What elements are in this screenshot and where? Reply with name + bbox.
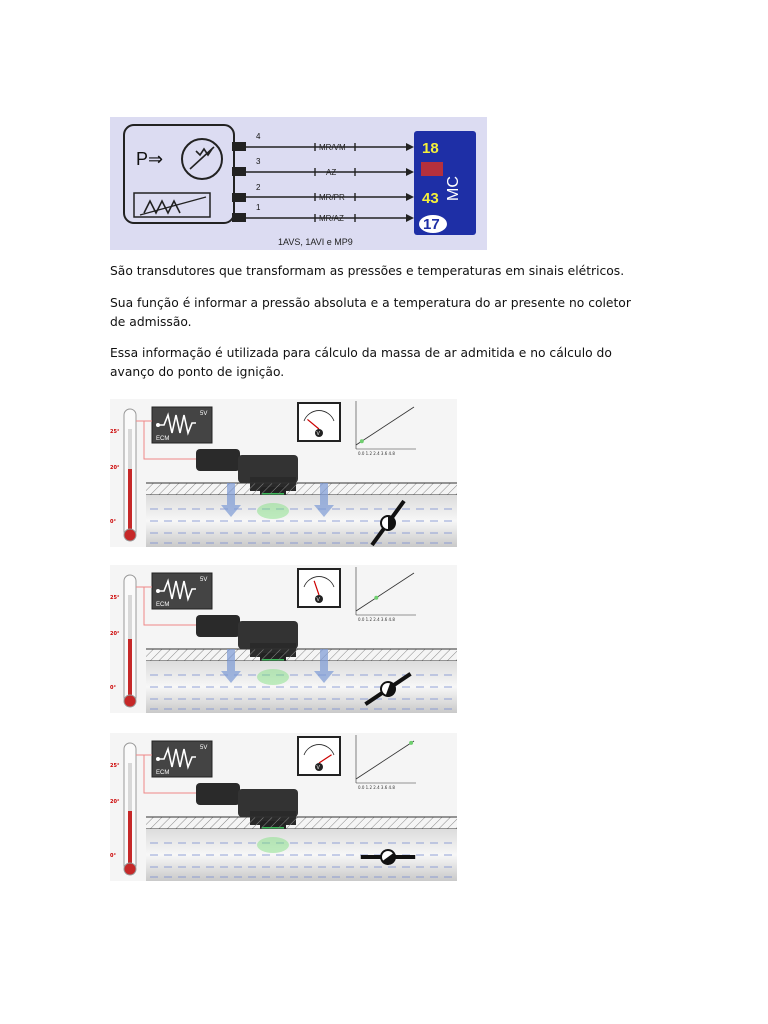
wire-label: MR/VM [319, 143, 346, 152]
temp-tick: 0° [110, 853, 116, 859]
paragraph-2: Sua função é informar a pressão absoluta e a temperatura do ar presente no coletor de admissão. [110, 296, 631, 329]
red-mark [421, 162, 443, 176]
pin-number: 4 [256, 132, 261, 141]
voltmeter-icon [298, 737, 340, 775]
graph-point [360, 439, 364, 443]
paragraph-3: Essa informação é utilizada para cálculo da massa de ar admitida e no cálculo do avanço do ponto de ignição. [110, 346, 612, 379]
module-label: MC [445, 176, 462, 201]
frame-1-svg [110, 399, 457, 547]
pin-number: 2 [256, 183, 261, 192]
connector-number: 43 [422, 190, 439, 207]
thermometer-icon [124, 409, 136, 541]
wiring-diagram-svg [110, 117, 487, 250]
wire-label: MR/AZ [319, 214, 344, 223]
temp-tick: 25° [110, 429, 120, 435]
graph-point [374, 596, 378, 600]
wire-label: MR/PR [319, 193, 345, 202]
svg-text:0.0 1.2 2.4 3.6 4.8: 0.0 1.2 2.4 3.6 4.8 [358, 785, 395, 790]
voltage-label: 5V [200, 411, 208, 417]
voltage-label: 5V [200, 745, 208, 751]
temp-tick: 0° [110, 519, 116, 525]
ecm-box [152, 407, 212, 443]
voltmeter-icon [298, 569, 340, 607]
pressure-symbol: P⇒ [136, 149, 164, 169]
svg-text:0.0 1.2 2.4 3.6 4.8: 0.0 1.2 2.4 3.6 4.8 [358, 451, 395, 456]
ecm-box [152, 741, 212, 777]
temp-tick: 0° [110, 685, 116, 691]
temp-tick: 20° [110, 465, 120, 471]
voltage-label: 5V [200, 577, 208, 583]
meter-symbol: V [316, 597, 320, 603]
wire-label: AZ [326, 168, 337, 177]
temp-tick: 20° [110, 799, 120, 805]
thermometer-icon [124, 743, 136, 875]
meter-symbol: V [316, 431, 320, 437]
meter-symbol: V [316, 765, 320, 771]
temp-tick: 25° [110, 763, 120, 769]
paragraph-1: São transdutores que transformam as pressões e temperaturas em sinais elétricos. [110, 264, 625, 278]
diagram-caption: 1AVS, 1AVI e MP9 [278, 237, 353, 247]
ecm-label: ECM [156, 436, 170, 442]
ecm-box [152, 573, 212, 609]
thermometer-icon [124, 575, 136, 707]
connector-number: 18 [422, 140, 439, 157]
connector-number: 17 [423, 216, 440, 233]
ecm-label: ECM [156, 770, 170, 776]
temp-tick: 25° [110, 595, 120, 601]
graph-point [409, 741, 413, 745]
ecm-label: ECM [156, 602, 170, 608]
animation-frame-2 [110, 565, 457, 715]
temp-tick: 20° [110, 631, 120, 637]
voltmeter-icon [298, 403, 340, 441]
svg-text:0.0 1.2 2.4 3.6 4.8: 0.0 1.2 2.4 3.6 4.8 [358, 617, 395, 622]
wiring-diagram [110, 117, 487, 250]
animation-frame-3 [110, 733, 457, 881]
frame-3-svg [110, 733, 457, 881]
pin-number: 1 [256, 203, 261, 212]
animation-frame-1 [110, 399, 457, 547]
pin-number: 3 [256, 157, 261, 166]
frame-2-svg [110, 565, 457, 713]
